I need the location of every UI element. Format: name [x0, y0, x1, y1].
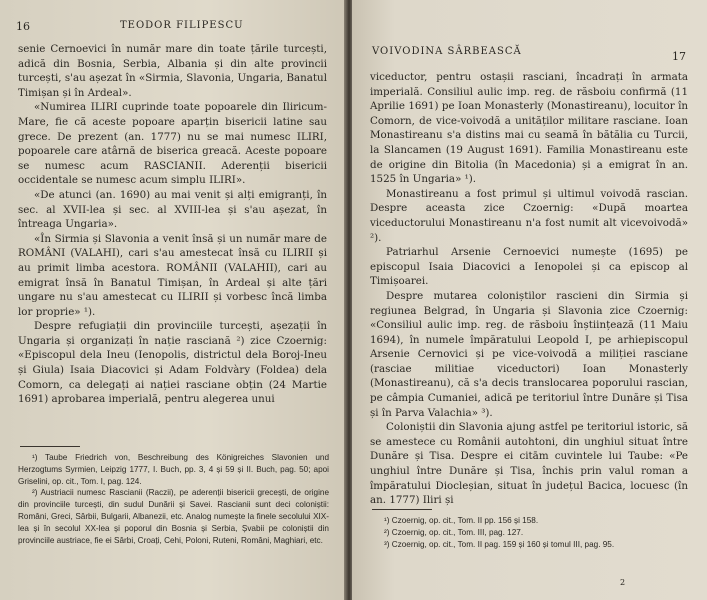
paragraph: Patriarhul Arsenie Cernoevici numește (1695) pe episcopul Isaia Diacovici a Ienopolei și ca episcop al Timișoarei.: [370, 246, 688, 288]
body-text: [18, 42, 327, 407]
page-number: 16: [16, 20, 30, 33]
footnotes: [370, 515, 688, 550]
printer-signature: 2: [620, 578, 626, 587]
body-text: [370, 70, 688, 508]
footnote: ²) Austriacii numesc Rascianii (Raczii), pe aderenții bisericii grecești, de origine din provinciile turcești, din sudul Dunării și Savei. Rascianii sunt deci coloniștii: Români, Greci, Sârbii, Bulgarii, Albanezii, etc. Analog numește la finele secolului XIX-lea și în secolul XX-lea și poporul din Bosnia și Serbia, Șvabii pe coloniștii din provinciile austriace, fie ei Sârbi, Croați, Cehi, Poloni, Ruteni, Români, Maghiari, etc.: [18, 488, 329, 545]
left-page: [0, 0, 346, 600]
paragraph: «În Sirmia și Slavonia a venit însă și un număr mare de ROMÂNI (VALAHI), cari s'au amestecat însă cu ILIRII și au primit limba acestora. ROMÂNII (VALAHII), cari au emigrat însă în Banatul Timișan, în Ardeal și alte țări ungare nu s'au amestecat cu ILIRII și vorbesc încă limba lor proprie» ¹).: [18, 232, 327, 318]
paragraph: Despre mutarea coloniștilor rascieni din Sirmia și regiunea Belgrad, în Ungaria și Slavonia zice Czoernig: «Consiliul aulic imp. reg. de răsboiu înștiințează (11 Maiu 1694), în numele împăratului Leopold I, pe arhiepiscopul Arsenie Cernovici și pe vice-voivodă a miliției rasciane (rasciae militiae viceductori) Ioan Monasterly (Monastireanu), că s'a decis translocarea poporului rascian, pe câmpia Cumaniei, adică pe teritoriul între Dunăre și Tisa și în Parva Valachia» ³).: [370, 289, 688, 419]
paragraph: viceductor, pentru ostașii rasciani, încadrați în armata imperială. Consiliul aulic imp. reg. de răsboiu confirmă (11 Aprilie 1691) pe Ioan Monasterly (Monastireanu), locuitor în Comorn, de vice-voivodă a unităților militare rasciane. Ioan Monastireanu s'a distins mai cu seamă în bătălia cu Turcii, la Slancamen (19 August 1691). Familia Monastireanu este de origine din Bitolia (în Macedonia) și a emigrat în an. 1525 în Ungaria» ¹).: [370, 71, 688, 186]
paragraph: senie Cernoevici în număr mare din toate țările turcești, adică din Bosnia, Serbia, Albania și din alte provincii turcești, s'au așezat în «Sirmia, Slavonia, Ungaria, Banatul Timișan și în Ardeal».: [18, 43, 327, 99]
paragraph: Despre refugiații din provinciile turcești, așezații în Ungaria și organizați în nație rasciană ²) zice Czoernig: «Episcopul dela Ineu (Ienopolis, districtul dela Boroj-Ineu și Giula) Isaia Diacovici și Adam Foldvàry (Foldea) dela Comorn, ca delegați ai nației rasciane obțin (24 Martie 1691) aprobarea imperială, pentru alegerea unui: [18, 320, 327, 406]
footnote-rule: [372, 509, 432, 510]
right-page: [352, 0, 707, 600]
running-head: VOIVODINA SÂRBEASCĂ: [372, 46, 522, 57]
paragraph: «De atunci (an. 1690) au mai venit și alți emigranți, în sec. al XVII-lea și sec. al XVIII-lea și s'au așezat, în întreaga Ungaria».: [18, 188, 327, 231]
paragraph: Monastireanu a fost primul și ultimul voivodă rascian. Despre aceasta zice Czoernig: «După moartea viceductorului Monastireanu n'a fost numit alt vicevoivodă» ²).: [370, 187, 688, 244]
footnote: ¹) Taube Friedrich von, Beschreibung des Königreiches Slavonien und Herzogtums Syrmien, Leipzig 1777, I. Buch, pp. 3, 4 și 59 și II. Buch, pag. 50; apoi Griselini, op. cit., Tom. I, pag. 124.: [18, 453, 329, 486]
footnote: ²) Czoernig, op. cit., Tom. III, pag. 127.: [384, 527, 524, 537]
page-number: 17: [672, 50, 686, 63]
footnote-rule: [20, 446, 80, 447]
footnote: ¹) Czoernig, op. cit., Tom. II pp. 156 și 158.: [384, 516, 539, 525]
footnote: ³) Czoernig, op. cit., Tom. II pag. 159 și 160 și tomul III, pag. 95.: [384, 539, 615, 549]
paragraph: «Numirea ILIRI cuprinde toate popoarele din Iliricum-Mare, fie că aceste popoare aparțin bisericii latine sau grece. De prezent (an. 1777) nu se mai numesc ILIRI, popoarele care atârnă de biserica greacă. Aceste popoare se numesc acum RASCIANII. Aderenții bisericii occidentale se numesc acum simplu ILIRI».: [18, 101, 327, 187]
footnotes: [18, 452, 329, 546]
running-head: TEODOR FILIPESCU: [120, 20, 244, 31]
paragraph: Coloniștii din Slavonia ajung astfel pe teritoriul istoric, să se amestece cu Românii autohtoni, din unghiul situat între Dunăre și Tisa. Despre ei citām cuvintele lui Taube: «Pe unghiul între Dunăre și Tisa, închis prin valul roman a împăratului Diocleșian, situat în județul Bacica, locuesc (în an. 1777) Iliri și: [370, 421, 688, 507]
